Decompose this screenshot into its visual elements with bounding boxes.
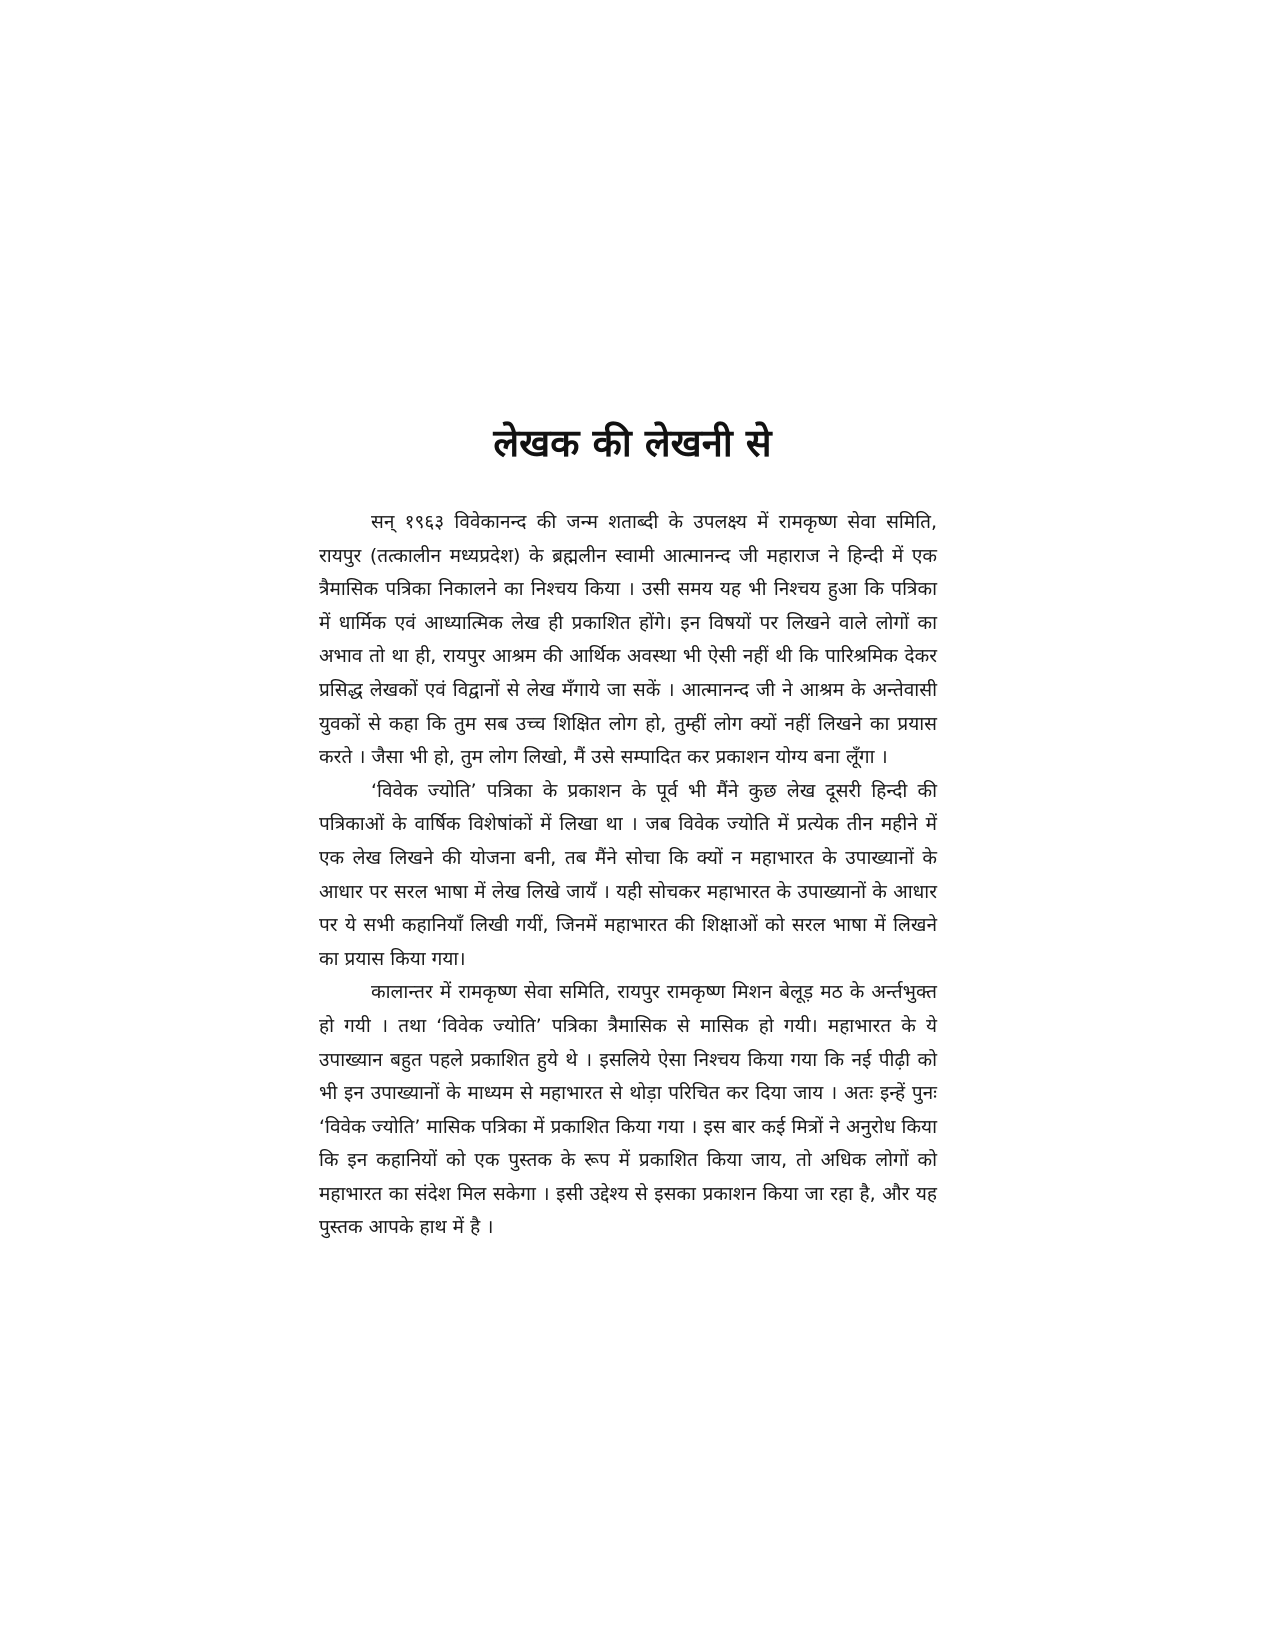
paragraph-2: ‘विवेक ज्योति’ पत्रिका के प्रकाशन के पूर्व भी मैंने कुछ लेख दूसरी हिन्दी की पत्रिकाओं के वार्षिक विशेषांकों में लिखा था । जब विवेक ज्योति में प्रत्येक तीन महीने में एक लेख लिखने की योजना बनी, तब मैंने सोचा कि क्यों न महाभारत के उपाख्यानों के आधार पर सरल भाषा में लेख लिखे जायँ । यही सोचकर महाभारत के उपाख्यानों के आधार पर ये सभी कहानियाँ लिखी गयीं, जिनमें महाभारत की शिक्षाओं को सरल भाषा में लिखने का प्रयास किया गया। — [319, 779, 937, 970]
paragraph-3: कालान्तर में रामकृष्ण सेवा समिति, रायपुर रामकृष्ण मिशन बेलूड़ मठ के अर्न्तभुक्त हो गयी । तथा ‘विवेक ज्योति’ पत्रिका त्रैमासिक से मासिक हो गयी। महाभारत के ये उपाख्यान बहुत पहले प्रकाशित हुये थे । इसलिये ऐसा निश्चय किया गया कि नई पीढ़ी को भी इन उपाख्यानों के माध्यम से महाभारत से थोड़ा परिचित कर दिया जाय । अतः इन्हें पुनः ‘विवेक ज्योति’ मासिक पत्रिका में प्रकाशित किया गया । इस बार कई मित्रों ने अनुरोध किया कि इन कहानियों को एक पुस्तक के रूप में प्रकाशित किया जाय, तो अधिक लोगों को महाभारत का संदेश मिल सकेगा । इसी उद्देश्य से इसका प्रकाशन किया जा रहा है, और यह पुस्तक आपके हाथ में है । — [319, 981, 937, 1239]
paragraph-1: सन् १९६३ विवेकानन्द की जन्म शताब्दी के उपलक्ष्य में रामकृष्ण सेवा समिति, रायपुर (तत्कालीन मध्यप्रदेश) के ब्रह्मलीन स्वामी आत्मानन्द जी महाराज ने हिन्दी में एक त्रैमासिक पत्रिका निकालने का निश्चय किया । उसी समय यह भी निश्चय हुआ कि पत्रिका में धार्मिक एवं आध्यात्मिक लेख ही प्रकाशित होंगे। इन विषयों पर लिखने वाले लोगों का अभाव तो था ही, रायपुर आश्रम की आर्थिक अवस्था भी ऐसी नहीं थी कि पारिश्रमिक देकर प्रसिद्ध लेखकों एवं विद्वानों से लेख मँगाये जा सकें । आत्मानन्द जी ने आश्रम के अन्तेवासी युवकों से कहा कि तुम सब उच्च शिक्षित लोग हो, तुम्हीं लोग क्यों नहीं लिखने का प्रयास करते । जैसा भी हो, तुम लोग लिखो, मैं उसे सम्पादित कर प्रकाशन योग्य बना लूँगा । — [319, 511, 937, 769]
body-text — [319, 506, 937, 1245]
page-title: लेखक की लेखनी से — [493, 421, 772, 465]
